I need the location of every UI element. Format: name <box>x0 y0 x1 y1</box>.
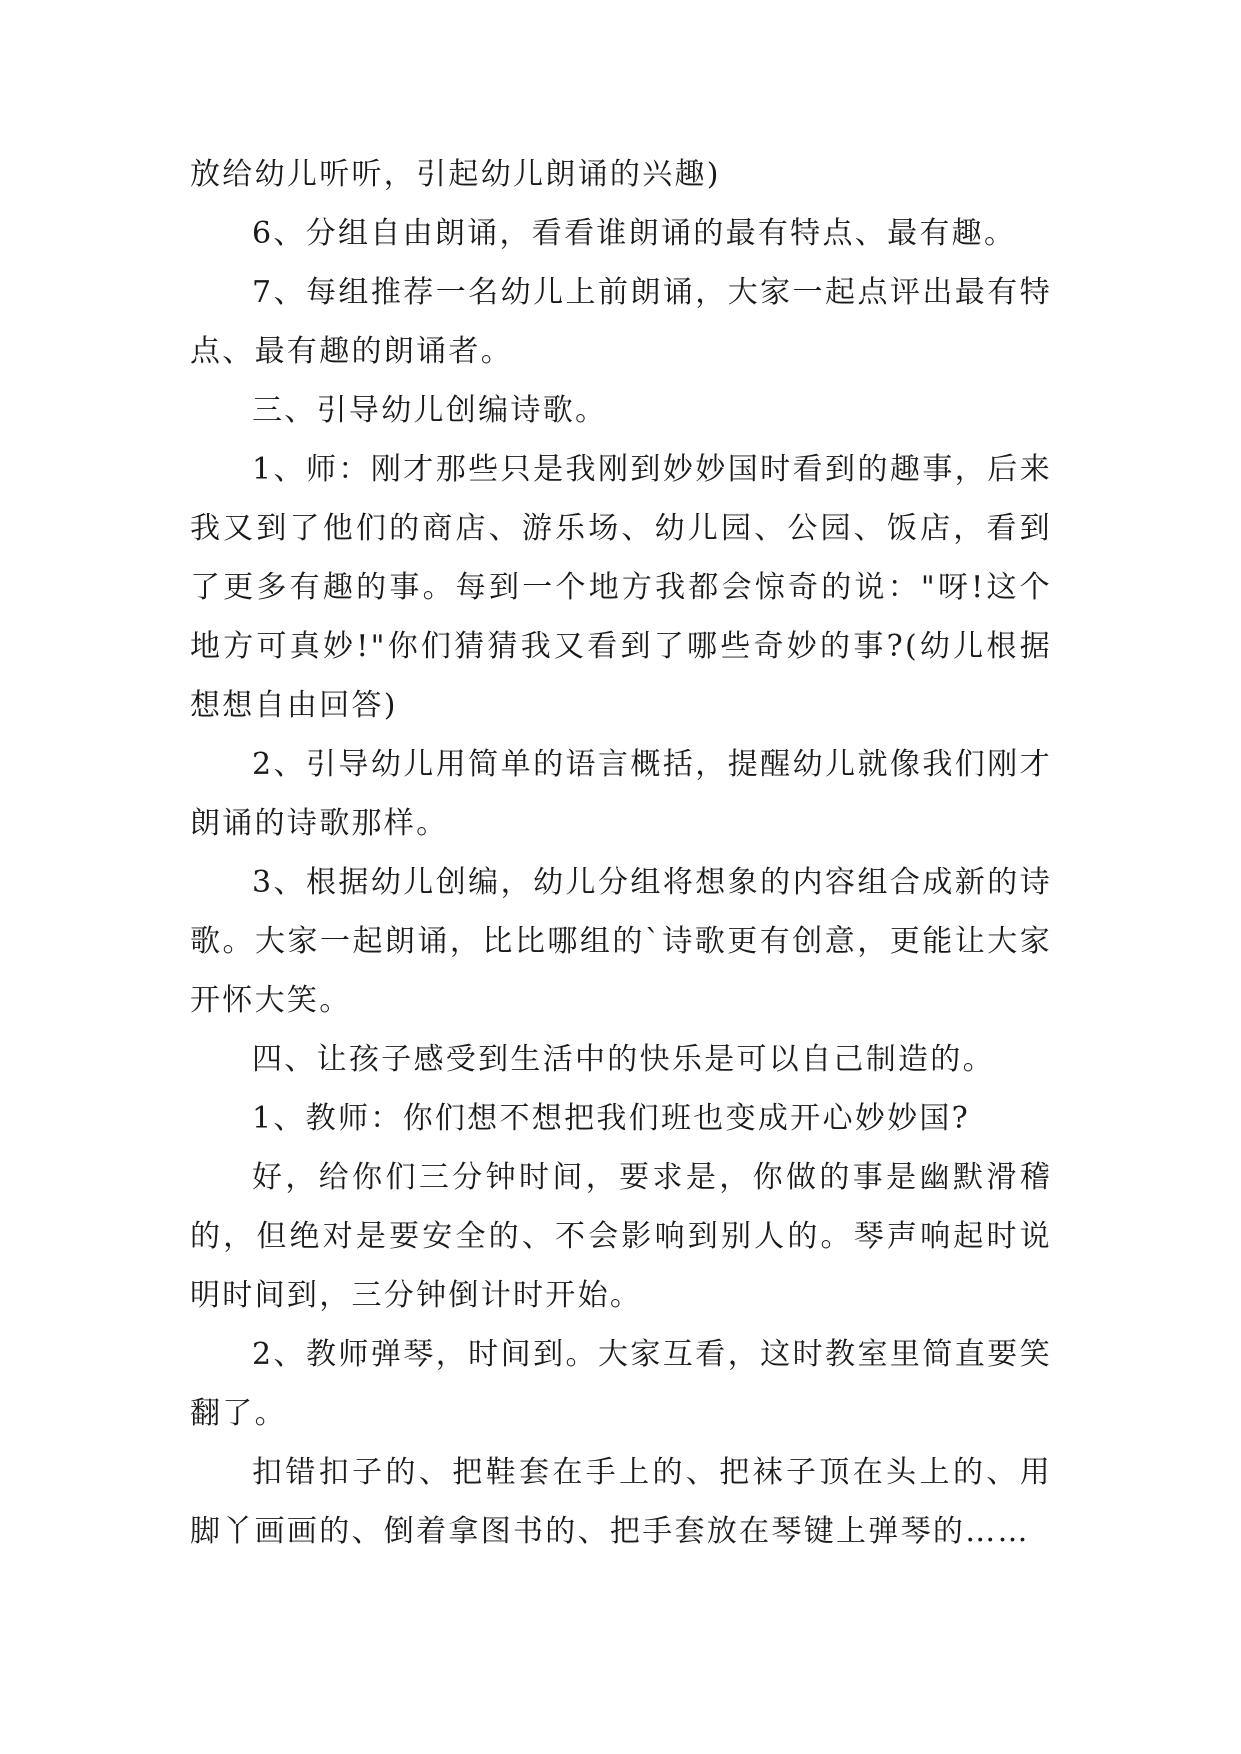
paragraph-section3-step-1: 1、师：刚才那些只是我刚到妙妙国时看到的趣事，后来我又到了他们的商店、游乐场、幼儿园、公园、饭店，看到了更多有趣的事。每到一个地方我都会惊奇的说："呀!这个地方可真妙!"你们猜猜我又看到了哪些奇妙的事?(幼儿根据想想自由回答) <box>190 452 1052 723</box>
paragraph-examples: 扣错扣子的、把鞋套在手上的、把袜子顶在头上的、用脚丫画画的、倒着拿图书的、把手套放在琴键上弹琴的…… <box>190 1455 1052 1549</box>
paragraph-section4-step-1: 1、教师：你们想不想把我们班也变成开心妙妙国? <box>252 1101 971 1136</box>
paragraph-section3-step-3: 3、根据幼儿创编，幼儿分组将想象的内容组合成新的诗歌。大家一起朗诵，比比哪组的`诗歌更有创意，更能让大家开怀大笑。 <box>190 865 1052 1018</box>
paragraph-continuation: 放给幼儿听听，引起幼儿朗诵的兴趣) <box>190 157 721 192</box>
document-page <box>190 145 1052 1561</box>
paragraph-step-6: 6、分组自由朗诵，看看谁朗诵的最有特点、最有趣。 <box>252 216 1017 251</box>
paragraph-section4-step-2: 2、教师弹琴，时间到。大家互看，这时教室里简直要笑翻了。 <box>190 1337 1052 1431</box>
section-heading-3: 三、引导幼儿创编诗歌。 <box>252 393 608 428</box>
paragraph-section3-step-2: 2、引导幼儿用简单的语言概括，提醒幼儿就像我们刚才朗诵的诗歌那样。 <box>190 747 1052 841</box>
paragraph-step-7: 7、每组推荐一名幼儿上前朗诵，大家一起点评出最有特点、最有趣的朗诵者。 <box>190 275 1052 369</box>
section-heading-4: 四、让孩子感受到生活中的快乐是可以自己制造的。 <box>252 1042 995 1077</box>
paragraph-instructions: 好，给你们三分钟时间，要求是，你做的事是幽默滑稽的，但绝对是要安全的、不会影响到别人的。琴声响起时说明时间到，三分钟倒计时开始。 <box>190 1160 1052 1313</box>
